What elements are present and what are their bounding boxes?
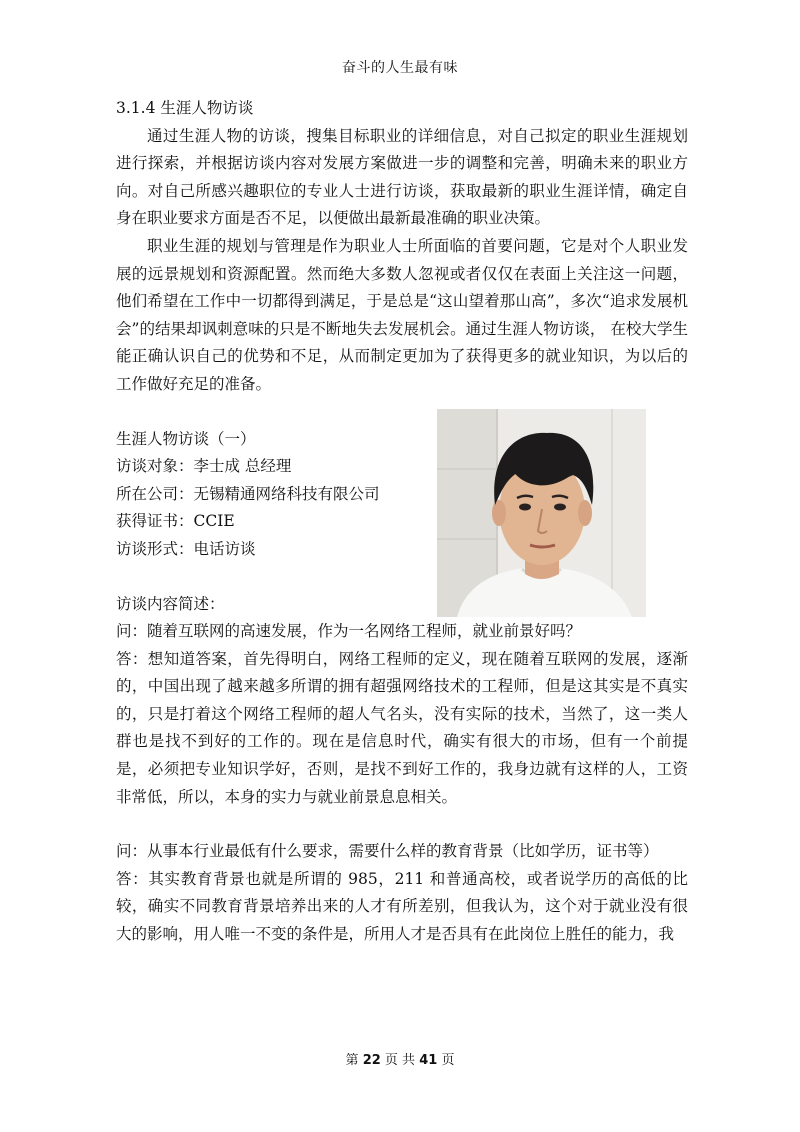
answer-2: 答：其实教育背景也就是所谓的 985，211 和普通高校，或者说学历的高低的比较，确实不同教育背景培养出来的人才有所差别，但我认为，这个对于就业没有很大的影响，用人唯一不变的条件是，所用人才是否具有在此岗位上胜任的能力，我	[116, 869, 688, 944]
section-title: 3.1.4 生涯人物访谈	[116, 99, 254, 117]
footer-middle: 页 共	[384, 1053, 416, 1068]
question-2: 问：从事本行业最低有什么要求，需要什么样的教育背景（比如学历，证书等）	[116, 842, 659, 861]
page-footer	[0, 1049, 800, 1068]
interview-certificate: 获得证书：CCIE	[116, 512, 235, 531]
interviewee-photo	[437, 409, 646, 617]
interview-title: 生涯人物访谈（一）	[116, 429, 256, 448]
paragraph: 通过生涯人物的访谈，搜集目标职业的详细信息，对自己拟定的职业生涯规划进行探索，并根据访谈内容对发展方案做进一步的调整和完善，明确未来的职业方向。对自己所感兴趣职位的专业人士进行访谈，获取最新的职业生涯详情，确定自身在职业要求方面是否不足，以便做出最新最准确的职业决策。	[116, 126, 688, 228]
footer-suffix: 页	[441, 1053, 455, 1068]
paragraph: 职业生涯的规划与管理是作为职业人士所面临的首要问题，它是对个人职业发展的远景规划和资源配置。然而绝大多数人忽视或者仅仅在表面上关注这一问题，他们希望在工作中一切都得到满足，于是总是“这山望着那山高”，多次“追求发展机会”的结果却讽刺意味的只是不断地失去发展机会。通过生涯人物访谈， 在校大学生能正确认识自己的优势和不足，从而制定更加为了获得更多的就业知识，为以后的工作做好充足的准备。	[116, 236, 688, 393]
footer-prefix: 第	[345, 1053, 359, 1068]
answer-1: 答：想知道答案，首先得明白，网络工程师的定义，现在随着互联网的发展，逐渐的，中国出现了越来越多所谓的拥有超强网络技术的工程师，但是这其实是不真实的，只是打着这个网络工程师的超人气名头，没有实际的技术，当然了，这一类人群也是找不到好的工作的。现在是信息时代，确实有很大的市场，但有一个前提是，必须把专业知识学好，否则，是找不到好工作的，我身边就有这样的人，工资非常低，所以，本身的实力与就业前景息息相关。	[116, 649, 688, 806]
question-1: 问：随着互联网的高速发展，作为一名网络工程师，就业前景好吗？	[116, 622, 582, 641]
interview-subject: 访谈对象：李士成 总经理	[116, 457, 292, 476]
interview-summary-label: 访谈内容简述：	[116, 594, 225, 613]
page-number: 22	[362, 1053, 381, 1068]
interview-form: 访谈形式：电话访谈	[116, 539, 256, 558]
interview-company: 所在公司：无锡精通网络科技有限公司	[116, 484, 380, 503]
total-pages: 41	[419, 1053, 438, 1068]
page-header: 奋斗的人生最有味	[342, 60, 458, 76]
